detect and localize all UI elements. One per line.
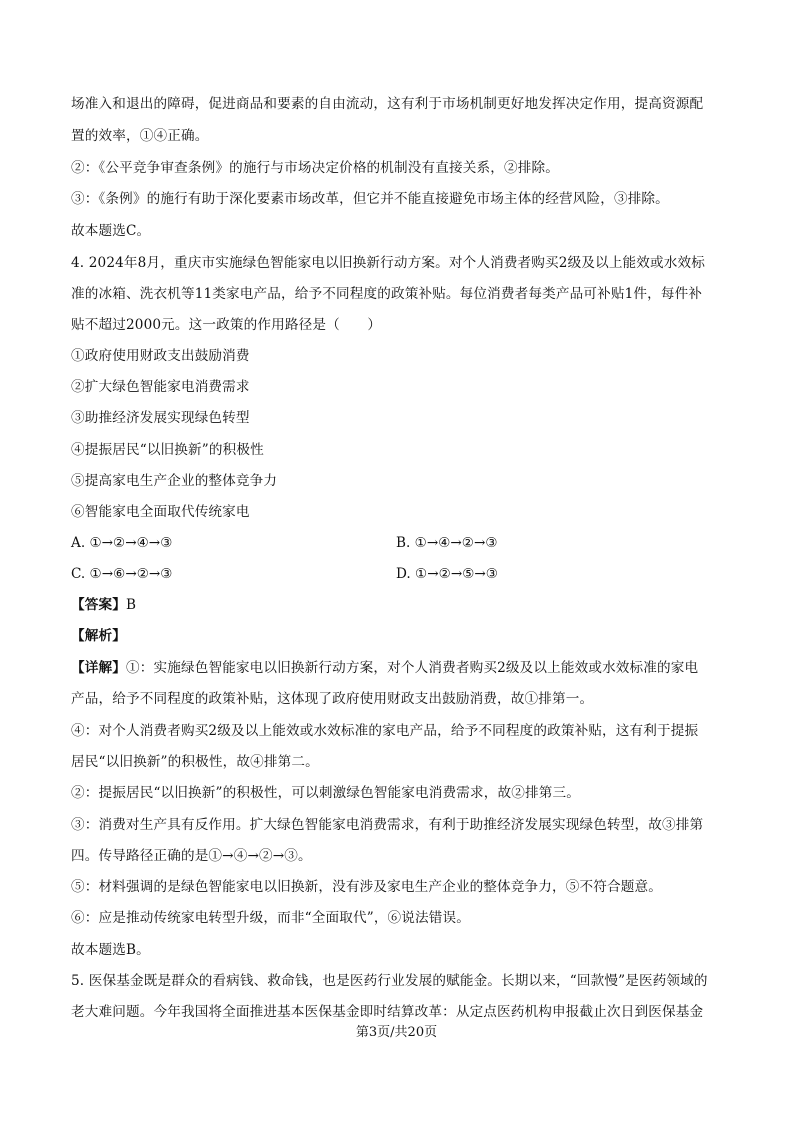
text-line: ⑤：材料强调的是绿色智能家电以旧换新，没有涉及家电生产企业的整体竞争力，⑤不符合题意。 [71,879,662,895]
option-d: D. ①→②→⑤→③ [396,566,498,582]
text-line: 故本题选C。 [71,223,151,239]
text-line: 老大难问题。今年我国将全面推进基本医保基金即时结算改革：从定点医药机构申报截止次日到医保基金 [71,1004,704,1020]
text-line: ②：《公平竞争审查条例》的施行与市场决定价格的机制没有直接关系，②排除。 [71,160,559,176]
option-b: B. ①→④→②→③ [396,535,498,551]
question-4-stem: 4. 2024年8月，重庆市实施绿色智能家电以旧换新行动方案。对个人消费者购买2级及以上能效或水效标 [71,255,706,271]
detail-first-text: ①：实施绿色智能家电以旧换新行动方案，对个人消费者购买2级及以上能效或水效标准的家电 [125,660,699,676]
answer-line [71,595,731,615]
question-5-stem: 5. 医保基金既是群众的看病钱、救命钱，也是医药行业发展的赋能金。长期以来，“回款慢”是医药领域的 [71,973,708,989]
text-line: ④：对个人消费者购买2级及以上能效或水效标准的家电产品，给予不同程度的政策补贴，这有利于提振 [71,723,699,739]
text-line: ③：消费对生产具有反作用。扩大绿色智能家电消费需求，有利于助推经济发展实现绿色转型，故③排第 [71,817,704,833]
answer-value: B [125,597,137,613]
detail-label: 【详解】 [71,660,126,676]
statement-item: ①政府使用财政支出鼓励消费 [71,348,250,364]
text-line: 贴不超过2000元。这一政策的作用路径是（ ） [71,317,382,333]
text-line: 准的冰箱、洗衣机等11类家电产品，给予不同程度的政策补贴。每位消费者每类产品可补贴1件，每件补 [71,286,703,302]
text-line: ③：《条例》的施行有助于深化要素市场改革，但它并不能直接避免市场主体的经营风险，③排除。 [71,191,669,207]
text-line: 故本题选B。 [71,942,150,958]
option-a: A. ①→②→④→③ [71,535,173,551]
text-line: ⑥：应是推动传统家电转型升级，而非“全面取代”，⑥说法错误。 [71,910,471,926]
statement-item: ②扩大绿色智能家电消费需求 [71,379,250,395]
statement-item: ③助推经济发展实现绿色转型 [71,410,250,426]
analysis-label: 【解析】 [71,628,126,644]
statement-item: ⑥智能家电全面取代传统家电 [71,504,250,520]
text-line: ②：提振居民“以旧换新”的积极性，可以刺激绿色智能家电消费需求，故②排第三。 [71,785,580,801]
option-c: C. ①→⑥→②→③ [71,566,173,582]
page-footer: 第3页/共20页 [355,1025,438,1040]
text-line: 场准入和退出的障碍，促进商品和要素的自由流动，这有利于市场机制更好地发挥决定作用，提高资源配 [71,96,704,112]
statement-item: ④提振居民“以旧换新”的积极性 [71,442,264,458]
detail-line [71,658,731,678]
text-line: 产品，给予不同程度的政策补贴，这体现了政府使用财政支出鼓励消费，故①排第一。 [71,691,594,707]
text-line: 四。传导路径正确的是①→④→②→③。 [71,848,312,864]
text-line: 置的效率，①④正确。 [71,128,209,144]
text-line: 居民“以旧换新”的积极性，故④排第二。 [71,754,319,770]
statement-item: ⑤提高家电生产企业的整体竞争力 [71,473,278,489]
answer-label: 【答案】 [71,597,126,613]
